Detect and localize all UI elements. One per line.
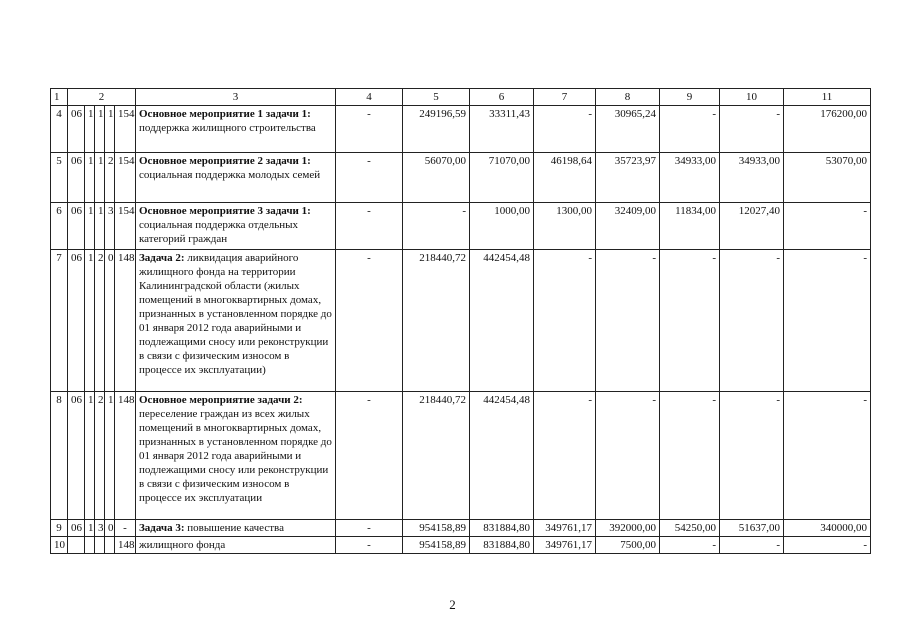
description-cell — [136, 520, 336, 537]
value-cell: 34933,00 — [660, 153, 720, 203]
header-cell: 6 — [470, 89, 534, 106]
value-cell: 831884,80 — [470, 537, 534, 554]
row-number: 6 — [51, 203, 68, 250]
value-cell: - — [534, 106, 596, 153]
description-text: поддержка жилищного строительства — [139, 122, 316, 134]
value-cell: 176200,00 — [784, 106, 871, 153]
code-cell: 2 — [95, 250, 105, 392]
value-cell: - — [596, 392, 660, 520]
value-cell: 53070,00 — [784, 153, 871, 203]
code-cell: 1 — [95, 203, 105, 250]
value-cell: - — [720, 537, 784, 554]
code-cell: 3 — [105, 203, 115, 250]
value-cell: 442454,48 — [470, 392, 534, 520]
description-cell — [136, 392, 336, 520]
value-cell: 54250,00 — [660, 520, 720, 537]
description-text: жилищного фонда — [139, 539, 226, 551]
code-cell: 1 — [105, 392, 115, 520]
header-cell: 4 — [336, 89, 403, 106]
table-row — [51, 520, 871, 537]
value-cell: - — [336, 520, 403, 537]
value-cell: - — [784, 250, 871, 392]
code-cell: 1 — [95, 153, 105, 203]
value-cell: - — [720, 106, 784, 153]
value-cell: - — [534, 250, 596, 392]
value-cell: 349761,17 — [534, 537, 596, 554]
header-cell: 7 — [534, 89, 596, 106]
value-cell: - — [784, 392, 871, 520]
table-row — [51, 537, 871, 554]
value-cell: - — [660, 392, 720, 520]
value-cell: - — [784, 203, 871, 250]
header-cell: 10 — [720, 89, 784, 106]
code-cell: 154 — [115, 203, 136, 250]
value-cell: - — [660, 537, 720, 554]
value-cell: 954158,89 — [403, 520, 470, 537]
table-row — [51, 203, 871, 250]
header-cell: 9 — [660, 89, 720, 106]
code-cell — [85, 537, 95, 554]
code-cell: 1 — [85, 106, 95, 153]
header-cell: 1 — [51, 89, 68, 106]
code-cell: 1 — [85, 250, 95, 392]
row-number: 7 — [51, 250, 68, 392]
code-cell: 0 — [105, 250, 115, 392]
value-cell: - — [336, 106, 403, 153]
page-number: 2 — [449, 597, 456, 612]
description-text: социальная поддержка молодых семей — [139, 169, 321, 181]
header-row — [51, 89, 871, 106]
value-cell: 11834,00 — [660, 203, 720, 250]
description-cell — [136, 537, 336, 554]
description-text: социальная поддержка отдельных категорий граждан — [139, 219, 299, 245]
description-text: переселение граждан из всех жилых помещений в многоквартирных домах, признанных в установленном порядке до 01 января 2012 года аварийными и подлежащими сносу или реконструкции в связи с физическим износом в процессе их эксплуатации — [139, 408, 332, 504]
value-cell: 56070,00 — [403, 153, 470, 203]
header-cell: 5 — [403, 89, 470, 106]
value-cell: - — [336, 392, 403, 520]
value-cell: 51637,00 — [720, 520, 784, 537]
row-number: 10 — [51, 537, 68, 554]
value-cell: 30965,24 — [596, 106, 660, 153]
code-cell: 154 — [115, 153, 136, 203]
table-row — [51, 153, 871, 203]
value-cell: 954158,89 — [403, 537, 470, 554]
header-cell: 2 — [68, 89, 136, 106]
value-cell: 442454,48 — [470, 250, 534, 392]
value-cell: - — [336, 250, 403, 392]
description-title: Основное мероприятие 2 задачи 1: — [139, 155, 311, 167]
value-cell: - — [720, 250, 784, 392]
header-cell: 3 — [136, 89, 336, 106]
description-title: Основное мероприятие 3 задачи 1: — [139, 205, 311, 217]
code-cell: 154 — [115, 106, 136, 153]
value-cell: - — [784, 537, 871, 554]
value-cell: 340000,00 — [784, 520, 871, 537]
value-cell: 46198,64 — [534, 153, 596, 203]
value-cell: 249196,59 — [403, 106, 470, 153]
code-cell: 1 — [105, 106, 115, 153]
row-number: 8 — [51, 392, 68, 520]
value-cell: 34933,00 — [720, 153, 784, 203]
value-cell: 1300,00 — [534, 203, 596, 250]
description-text: ликвидация аварийного жилищного фонда на территории Калининградской области (жилых помещений в многоквартирных домах, признанных в установленном порядке до 01 января 2012 года аварийными и подлежащими сносу или реконструкции в связи с физическим износом в процессе их эксплуатации) — [139, 252, 332, 376]
value-cell: 12027,40 — [720, 203, 784, 250]
table-row — [51, 250, 871, 392]
code-cell: 3 — [95, 520, 105, 537]
header-cell: 11 — [784, 89, 871, 106]
code-cell — [105, 537, 115, 554]
code-cell: 06 — [68, 520, 85, 537]
description-cell — [136, 153, 336, 203]
value-cell: 32409,00 — [596, 203, 660, 250]
value-cell: 392000,00 — [596, 520, 660, 537]
code-cell: 148 — [115, 537, 136, 554]
description-cell — [136, 203, 336, 250]
code-cell: 06 — [68, 250, 85, 392]
value-cell: 218440,72 — [403, 392, 470, 520]
description-cell — [136, 106, 336, 153]
row-number: 5 — [51, 153, 68, 203]
description-title: Основное мероприятие задачи 2: — [139, 394, 303, 406]
code-cell: 1 — [85, 392, 95, 520]
row-number: 9 — [51, 520, 68, 537]
code-cell: 1 — [85, 153, 95, 203]
code-cell: 1 — [85, 520, 95, 537]
description-text: повышение качества — [187, 522, 284, 534]
value-cell: 218440,72 — [403, 250, 470, 392]
value-cell: 33311,43 — [470, 106, 534, 153]
table-row — [51, 392, 871, 520]
description-title: Задача 3: — [139, 522, 185, 534]
code-cell — [68, 537, 85, 554]
value-cell: 1000,00 — [470, 203, 534, 250]
code-cell: 2 — [95, 392, 105, 520]
code-cell: 2 — [105, 153, 115, 203]
header-cell: 8 — [596, 89, 660, 106]
code-cell: 148 — [115, 250, 136, 392]
code-cell: 1 — [95, 106, 105, 153]
code-cell: 06 — [68, 106, 85, 153]
value-cell: 35723,97 — [596, 153, 660, 203]
description-cell — [136, 250, 336, 392]
budget-table — [50, 88, 871, 554]
value-cell: - — [660, 106, 720, 153]
code-cell: 148 — [115, 392, 136, 520]
description-title: Задача 2: — [139, 252, 185, 264]
code-cell: 06 — [68, 153, 85, 203]
value-cell: - — [720, 392, 784, 520]
value-cell: - — [336, 153, 403, 203]
value-cell: - — [336, 537, 403, 554]
code-cell: 06 — [68, 392, 85, 520]
code-cell: 0 — [105, 520, 115, 537]
value-cell: 831884,80 — [470, 520, 534, 537]
value-cell: 71070,00 — [470, 153, 534, 203]
value-cell: - — [534, 392, 596, 520]
value-cell: - — [660, 250, 720, 392]
code-cell: 06 — [68, 203, 85, 250]
value-cell: - — [403, 203, 470, 250]
value-cell: - — [596, 250, 660, 392]
table-row — [51, 106, 871, 153]
row-number: 4 — [51, 106, 68, 153]
code-cell: - — [115, 520, 136, 537]
code-cell: 1 — [85, 203, 95, 250]
value-cell: 349761,17 — [534, 520, 596, 537]
code-cell — [95, 537, 105, 554]
value-cell: - — [336, 203, 403, 250]
value-cell: 7500,00 — [596, 537, 660, 554]
description-title: Основное мероприятие 1 задачи 1: — [139, 108, 311, 120]
